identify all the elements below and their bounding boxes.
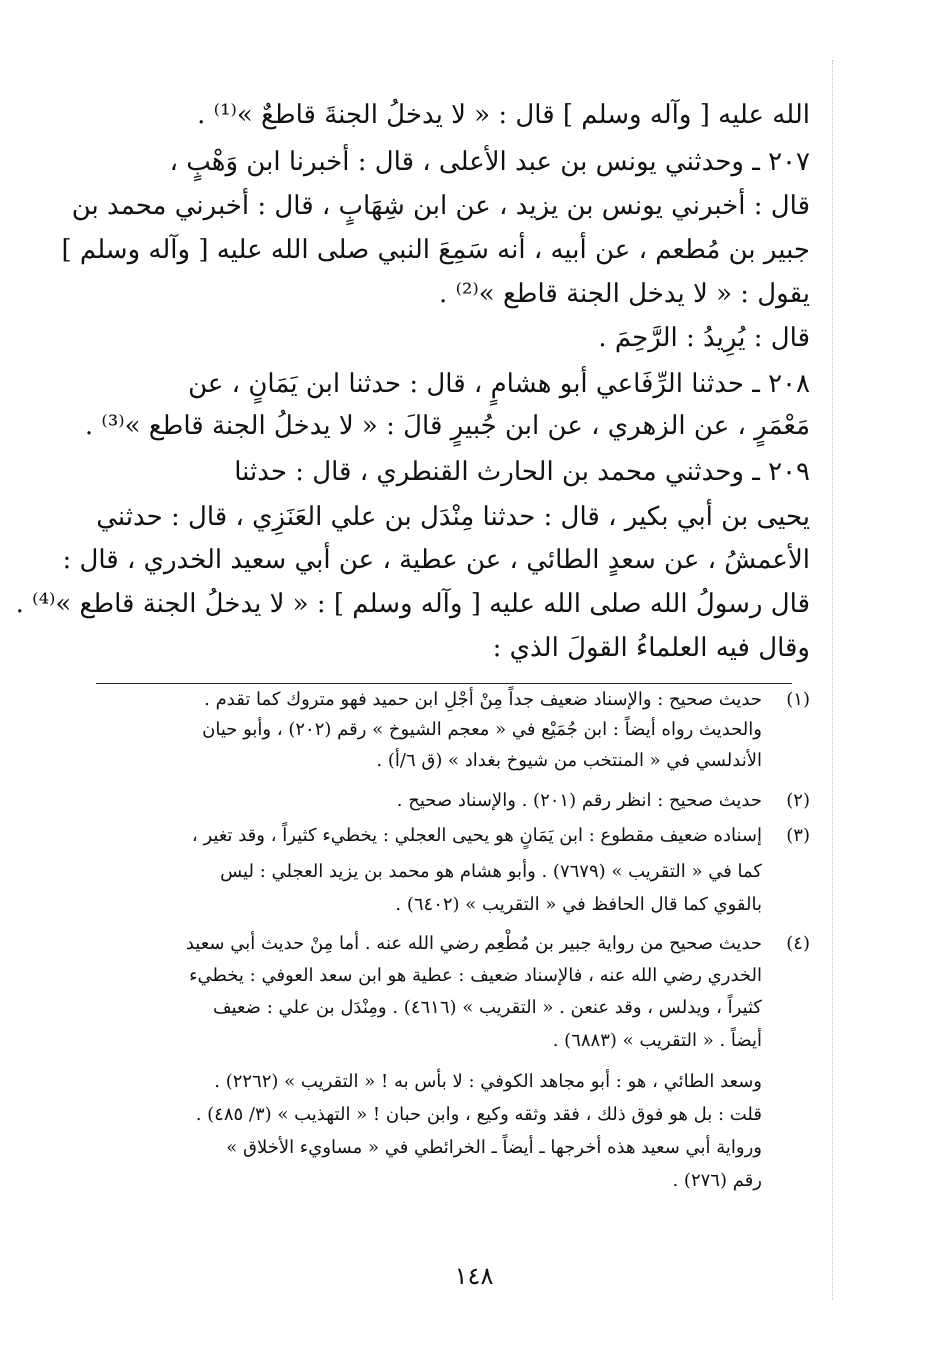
text-line: ٢٠٧ ـ وحدثني يونس بن عبد الأعلى ، قال : أخبرنا ابن وَهْبٍ ، (169, 147, 810, 177)
footnote-line: ورواية أبي سعيد هذه أخرجها ـ أيضاً ـ الخرائطي في « مساويء الأخلاق » (226, 1137, 762, 1158)
text-line: جبير بن مُطعم ، عن أبيه ، أنه سَمِعَ النبي صلى الله عليه [ وآله وسلم ] (61, 235, 810, 265)
footnote-line: وسعد الطائي ، هو : أبو مجاهد الكوفي : لا بأس به ! « التقريب » (٢٢٦٢) . (214, 1071, 762, 1092)
text-line: الأعمشُ ، عن سعدٍ الطائي ، عن عطية ، عن أبي سعيد الخدري ، قال : (62, 545, 810, 575)
text-line: قال : يُرِيدُ : الرَّحِمَ . (598, 323, 810, 353)
footnote-line: والحديث رواه أيضاً : ابن جُمَيْع في « معجم الشيوخ » رقم (٢٠٢) ، وأبو حيان (202, 719, 762, 740)
footnote-number: (٣) (786, 825, 810, 846)
footnote-line: بالقوي كما قال الحافظ في « التقريب » (٦٤٠٢) . (395, 894, 762, 915)
footnote-line: إسناده ضعيف مقطوع : ابن يَمَانٍ هو يحيى العجلي : يخطيء كثيراً ، وقد تغير ، (191, 825, 762, 846)
footnote-line: حديث صحيح : انظر رقم (٢٠١) . والإسناد صحيح . (396, 790, 762, 811)
footnote-separator (96, 683, 792, 684)
footnote-number: (٢) (786, 790, 810, 811)
text-line: الله عليه [ وآله وسلم ] قال : « لا يدخلُ الجنةَ قاطعٌ »⁽¹⁾ . (197, 100, 810, 130)
footnote-line: الخدري رضي الله عنه ، فالإسناد ضعيف : عطية هو ابن سعد العوفي : يخطيء (189, 965, 762, 986)
page-edge-mark (832, 60, 834, 1300)
text-line: يحيى بن أبي بكير ، قال : حدثنا مِنْدَل بن علي العَنَزِي ، قال : حدثني (96, 502, 810, 532)
footnote-line: رقم (٢٧٦) . (672, 1170, 762, 1191)
footnote-number: (٤) (786, 933, 810, 954)
footnote-line: كثيراً ، ويدلس ، وقد عنعن . « التقريب » (٤٦١٦) . ومِنْدَل بن علي : ضعيف (212, 997, 762, 1018)
footnote-line: أيضاً . « التقريب » (٦٨٨٣) . (552, 1030, 762, 1051)
footnote-line: الأندلسي في « المنتخب من شيوخ بغداد » (ق ٦/أ) . (376, 750, 762, 771)
footnote-line: كما في « التقريب » (٧٦٧٩) . وأبو هشام هو محمد بن يزيد العجلي : ليس (220, 861, 762, 882)
text-line: ٢٠٩ ـ وحدثني محمد بن الحارث القنطري ، قال : حدثنا (234, 457, 810, 487)
text-line: قال : أخبرني يونس بن يزيد ، عن ابن شِهَابٍ ، قال : أخبرني محمد بن (71, 191, 810, 221)
text-line: مَعْمَرٍ ، عن الزهري ، عن ابن جُبيرٍ قالَ : « لا يدخلُ الجنة قاطع »⁽³⁾ . (84, 411, 810, 441)
page-number: ١٤٨ (454, 1262, 494, 1290)
footnote-number: (١) (786, 689, 810, 710)
footnote-line: حديث صحيح : والإسناد ضعيف جداً مِنْ أجْلِ ابن حميد فهو متروك كما تقدم . (204, 689, 762, 710)
text-line: قال رسولُ الله صلى الله عليه [ وآله وسلم ] : « لا يدخلُ الجنة قاطع »⁽⁴⁾ . (15, 589, 810, 619)
footnote-line: حديث صحيح من رواية جبير بن مُطْعِم رضي الله عنه . أما مِنْ حديث أبي سعيد (185, 933, 762, 954)
text-line: يقول : « لا يدخل الجنة قاطع »⁽²⁾ . (439, 279, 810, 309)
footnote-line: قلت : بل هو فوق ذلك ، فقد وثقه وكيع ، وابن حبان ! « التهذيب » (٣/ ٤٨٥) . (195, 1104, 762, 1125)
text-line: وقال فيه العلماءُ القولَ الذي : (492, 633, 810, 663)
text-line: ٢٠٨ ـ حدثنا الرِّفَاعي أبو هشامٍ ، قال : حدثنا ابن يَمَانٍ ، عن (188, 369, 810, 399)
